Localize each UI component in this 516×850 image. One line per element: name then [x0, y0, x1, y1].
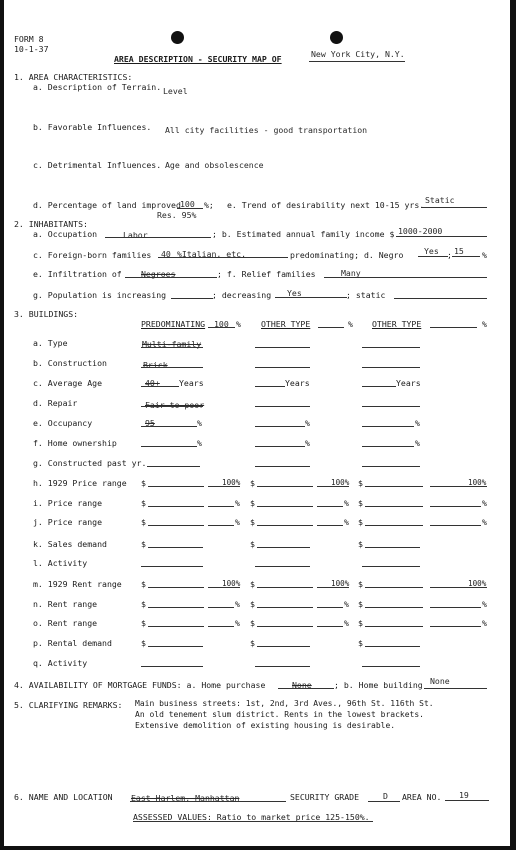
s6-assessed: ASSESSED VALUES: Ratio to market price 125-150%. [133, 812, 370, 822]
s3-c-years1: Years [179, 378, 204, 388]
s3-l-line3 [362, 566, 420, 567]
s2-f-line [324, 277, 487, 278]
s5-line2: An old tenement slum district. Rents in the lowest brackets. [135, 710, 424, 719]
city-value: New York City, N.Y. [311, 49, 405, 59]
s3-j-pctline1 [208, 525, 234, 526]
s3-n-pctline1 [208, 607, 234, 608]
s1-c-value: Age and obsolescence [165, 160, 264, 170]
s2-a-label: a. Occupation [33, 229, 98, 239]
s2-e-value: Negroes [141, 269, 176, 279]
s3-j-label: j. Price range [33, 517, 103, 527]
s3-o-line3 [365, 626, 423, 627]
s3-o-line2 [257, 626, 313, 627]
s6-label: 6. NAME AND LOCATION [14, 792, 113, 802]
s3-h-dollar3: $ [358, 478, 363, 488]
s2-g-incr-line [171, 298, 213, 299]
s3-o-pctline1 [208, 626, 234, 627]
s6-area-value: 19 [459, 790, 469, 800]
s3-m-dollar1: $ [141, 579, 146, 589]
s3-k-line3 [365, 547, 420, 548]
form-number: FORM 8 [14, 34, 44, 44]
s3-n-line1 [148, 607, 204, 608]
s3-h-pct1: 100% [222, 478, 241, 487]
s3-o-pct3: % [482, 618, 487, 628]
s1-c-label: c. Detrimental Influences. [33, 160, 162, 170]
s3-d-value: Fair to poor [145, 400, 205, 410]
s3-e-line2 [255, 426, 305, 427]
s3-h-line2 [257, 486, 313, 487]
s3-f-line2 [255, 446, 305, 447]
s3-i-dollar3: $ [358, 498, 363, 508]
punch-hole-left [171, 31, 184, 44]
page-title: AREA DESCRIPTION - SECURITY MAP OF [114, 54, 282, 64]
s3-k-label: k. Sales demand [33, 539, 107, 549]
s3-g-line3 [362, 466, 420, 467]
s3-n-label: n. Rent range [33, 599, 98, 609]
s6-grade-label: SECURITY GRADE [290, 792, 360, 802]
scan-border-bottom [0, 846, 516, 850]
s3-p-dollar1: $ [141, 638, 146, 648]
s3-i-pctline2 [317, 506, 343, 507]
s2-b-value: 1000-2000 [398, 226, 443, 236]
s3-j-pct1: % [235, 517, 240, 527]
s2-d-sep: ; [447, 250, 452, 260]
s2-f-label: ; f. Relief families [217, 269, 316, 279]
s3-d-line2 [255, 406, 310, 407]
s5-line3: Extensive demolition of existing housing is desirable. [135, 721, 396, 730]
s3-e-line3 [362, 426, 414, 427]
s3-m-dollar2: $ [250, 579, 255, 589]
s3-j-line3 [365, 525, 423, 526]
s3-c-label: c. Average Age [33, 378, 103, 388]
col-other1-pct-line [318, 327, 344, 328]
s2-c-line [158, 257, 288, 258]
s3-o-pct2: % [344, 618, 349, 628]
s1-a-label: a. Description of Terrain. [33, 82, 162, 92]
s3-h-pct2: 100% [331, 478, 350, 487]
s3-k-line1 [148, 547, 203, 548]
s3-i-pctline1 [208, 506, 234, 507]
scan-border-right [510, 0, 516, 850]
s1-d-value: 100 [180, 199, 195, 209]
col-other1-pct-sign: % [348, 319, 353, 329]
s6-grade-value: D [383, 791, 388, 801]
s4-b-label: ; b. Home building [334, 680, 423, 690]
form-date: 10-1-37 [14, 44, 49, 54]
s3-j-pctline2 [317, 525, 343, 526]
s3-f-pct3: % [415, 438, 420, 448]
s6-grade-line [368, 801, 400, 802]
s3-a-value: Multi-family [142, 339, 202, 349]
s2-c-nat: %Italian, etc. [177, 249, 247, 259]
s3-n-pct1: % [235, 599, 240, 609]
s1-e-label: e. Trend of desirability next 10-15 yrs. [227, 200, 425, 210]
s3-k-dollar2: $ [250, 539, 255, 549]
col-other2-pct-line [430, 327, 477, 328]
s3-o-pctline2 [317, 626, 343, 627]
s3-b-line1 [141, 367, 203, 368]
col-other-1: OTHER TYPE [261, 319, 311, 329]
s3-i-dollar2: $ [250, 498, 255, 508]
s2-d-pct-sign: % [482, 250, 487, 260]
s3-d-label: d. Repair [33, 398, 78, 408]
s6-area-label: AREA NO. [402, 792, 442, 802]
s5-label: 5. CLARIFYING REMARKS: [14, 700, 123, 710]
s2-g-decr-value: Yes [287, 288, 302, 298]
s3-f-label: f. Home ownership [33, 438, 117, 448]
s1-a-value: Level [163, 86, 188, 96]
s4-a-line [278, 688, 334, 689]
s3-h-line1 [148, 486, 204, 487]
s2-c-label: c. Foreign-born families [33, 250, 152, 260]
s3-e-pct2: % [305, 418, 310, 428]
s3-h-line3 [365, 486, 423, 487]
s3-o-line1 [148, 626, 204, 627]
s2-g-decr: ; decreasing [212, 290, 272, 300]
s3-b-label: b. Construction [33, 358, 107, 368]
s3-n-line3 [365, 607, 423, 608]
col-other2-pct-sign: % [482, 319, 487, 329]
s3-k-line2 [257, 547, 310, 548]
s1-d-line [177, 208, 203, 209]
s3-p-line1 [148, 646, 203, 647]
s6-value-line [130, 801, 286, 802]
s3-h-label: h. 1929 Price range [33, 478, 127, 488]
s4-b-line [424, 688, 487, 689]
s3-m-line3 [365, 587, 423, 588]
s4-a-value: None [292, 680, 312, 690]
s2-a-line [105, 237, 211, 238]
s4-b-value: None [430, 676, 450, 686]
s3-i-line2 [257, 506, 313, 507]
s3-m-pct1: 100% [222, 579, 241, 588]
s3-f-pct1: % [197, 438, 202, 448]
s1-d-label: d. Percentage of land improved [33, 200, 181, 210]
s3-l-label: l. Activity [33, 558, 88, 568]
s3-o-label: o. Rent range [33, 618, 98, 628]
s2-g-static-line [394, 298, 487, 299]
s3-m-pct2: 100% [331, 579, 350, 588]
s3-p-dollar2: $ [250, 638, 255, 648]
s2-heading: 2. INHABITANTS: [14, 219, 88, 229]
s3-e-pct3: % [415, 418, 420, 428]
s6-value: East Harlem, Manhattan [131, 793, 240, 803]
s3-n-pct2: % [344, 599, 349, 609]
scan-border-left [0, 0, 4, 850]
s1-b-label: b. Favorable Influences. [33, 122, 152, 132]
s2-g-label: g. Population is increasing [33, 290, 167, 300]
s2-c-pct: 40 [161, 249, 171, 259]
s2-d-yes: Yes [424, 246, 439, 256]
s3-c-value: 40+ [145, 378, 160, 388]
s2-b-label: ; b. Estimated annual family income $ [212, 229, 395, 239]
s6-area-line [445, 800, 489, 801]
city-line [309, 61, 405, 62]
s3-q-label: q. Activity [33, 658, 88, 668]
s3-l-line2 [255, 566, 310, 567]
s3-p-line3 [365, 646, 420, 647]
s2-g-static: ; static [346, 290, 386, 300]
s3-n-pctline2 [317, 607, 343, 608]
s3-m-label: m. 1929 Rent range [33, 579, 122, 589]
s3-n-pct3: % [482, 599, 487, 609]
s1-heading: 1. AREA CHARACTERISTICS: [14, 72, 133, 82]
s5-line1: Main business streets: 1st, 2nd, 3rd Aves., 96th St. 116th St. [135, 699, 434, 708]
s2-e-line [125, 277, 217, 278]
s3-k-dollar3: $ [358, 539, 363, 549]
s3-q-line2 [255, 666, 310, 667]
s3-p-dollar3: $ [358, 638, 363, 648]
s3-b-line3 [362, 367, 420, 368]
s3-e-label: e. Occupancy [33, 418, 93, 428]
s3-a-line1 [141, 347, 203, 348]
s1-b-value: All city facilities - good transportation [165, 125, 368, 135]
s3-b-line2 [255, 367, 310, 368]
s3-i-line3 [365, 506, 423, 507]
s3-d-line3 [362, 406, 420, 407]
s2-a-value: Labor [123, 230, 148, 240]
s2-d-pct-line [452, 256, 480, 257]
s3-i-pct3: % [482, 498, 487, 508]
s3-j-dollar2: $ [250, 517, 255, 527]
col-other-2: OTHER TYPE [372, 319, 422, 329]
s3-a-line2 [255, 347, 310, 348]
s2-e-label: e. Infiltration of [33, 269, 122, 279]
col-pred-pct-line [208, 327, 235, 328]
s1-e-value: Static [425, 195, 455, 205]
s3-f-pct2: % [305, 438, 310, 448]
s3-d-line1 [141, 406, 203, 407]
s3-j-dollar3: $ [358, 517, 363, 527]
s3-o-dollar3: $ [358, 618, 363, 628]
punch-hole-right [330, 31, 343, 44]
s3-i-label: i. Price range [33, 498, 103, 508]
s3-a-label: a. Type [33, 338, 68, 348]
s3-o-dollar2: $ [250, 618, 255, 628]
s3-i-pct2: % [344, 498, 349, 508]
s3-o-dollar1: $ [141, 618, 146, 628]
s1-e-line [421, 207, 487, 208]
s3-j-dollar1: $ [141, 517, 146, 527]
s6-assessed-underline [133, 821, 373, 822]
s3-e-value: 95 [145, 418, 155, 428]
s3-l-line1 [141, 566, 203, 567]
s3-j-line1 [148, 525, 204, 526]
s3-m-dollar3: $ [358, 579, 363, 589]
s3-e-line1 [141, 426, 197, 427]
s3-n-dollar1: $ [141, 599, 146, 609]
s3-g-line1 [147, 466, 200, 467]
s3-c-years3: Years [396, 378, 421, 388]
s2-f-value: Many [341, 268, 361, 278]
s3-b-value: Brick [143, 360, 168, 370]
s3-i-pctline3 [430, 506, 481, 507]
s3-n-line2 [257, 607, 313, 608]
col-predominating: PREDOMINATING [141, 319, 206, 329]
s3-c-years2: Years [285, 378, 310, 388]
s3-c-line3 [362, 386, 396, 387]
s3-q-line1 [141, 666, 203, 667]
s3-c-line2 [255, 386, 285, 387]
s1-d-suffix: %; [204, 200, 214, 210]
s3-h-pct3: 100% [468, 478, 487, 487]
s3-p-label: p. Rental demand [33, 638, 112, 648]
s3-m-pct3: 100% [468, 579, 487, 588]
s3-a-line3 [362, 347, 420, 348]
s2-d-pct: 15 [454, 246, 464, 256]
col-pred-pct-sign: % [236, 319, 241, 329]
s3-n-pctline3 [430, 607, 481, 608]
s3-h-dollar1: $ [141, 478, 146, 488]
s3-f-line1 [141, 446, 197, 447]
s3-j-pct3: % [482, 517, 487, 527]
s3-o-pctline3 [430, 626, 481, 627]
s3-n-dollar3: $ [358, 599, 363, 609]
s3-q-line3 [362, 666, 420, 667]
s3-m-line2 [257, 587, 313, 588]
s4-label: 4. AVAILABILITY OF MORTGAGE FUNDS: a. Home purchase [14, 680, 266, 690]
s2-c-pred: predominating; d. Negro [290, 250, 404, 260]
s3-e-pct1: % [197, 418, 202, 428]
s3-j-line2 [257, 525, 313, 526]
s3-j-pctline3 [430, 525, 481, 526]
s3-o-pct1: % [235, 618, 240, 628]
s3-g-label: g. Constructed past yr. [33, 458, 147, 468]
s3-n-dollar2: $ [250, 599, 255, 609]
s3-h-dollar2: $ [250, 478, 255, 488]
col-pred-pct: 100 [214, 319, 229, 329]
s2-g-decr-line [275, 297, 347, 298]
s3-c-line1 [141, 386, 179, 387]
s3-heading: 3. BUILDINGS: [14, 309, 79, 319]
s3-i-dollar1: $ [141, 498, 146, 508]
s2-d-line [418, 256, 448, 257]
s3-p-line2 [257, 646, 310, 647]
s3-f-line3 [362, 446, 414, 447]
s3-i-line1 [148, 506, 204, 507]
s3-g-line2 [255, 466, 310, 467]
s3-i-pct1: % [235, 498, 240, 508]
s1-d-note: Res. 95% [157, 210, 197, 220]
s3-m-line1 [148, 587, 204, 588]
s3-j-pct2: % [344, 517, 349, 527]
s2-b-line [396, 236, 487, 237]
s3-k-dollar1: $ [141, 539, 146, 549]
